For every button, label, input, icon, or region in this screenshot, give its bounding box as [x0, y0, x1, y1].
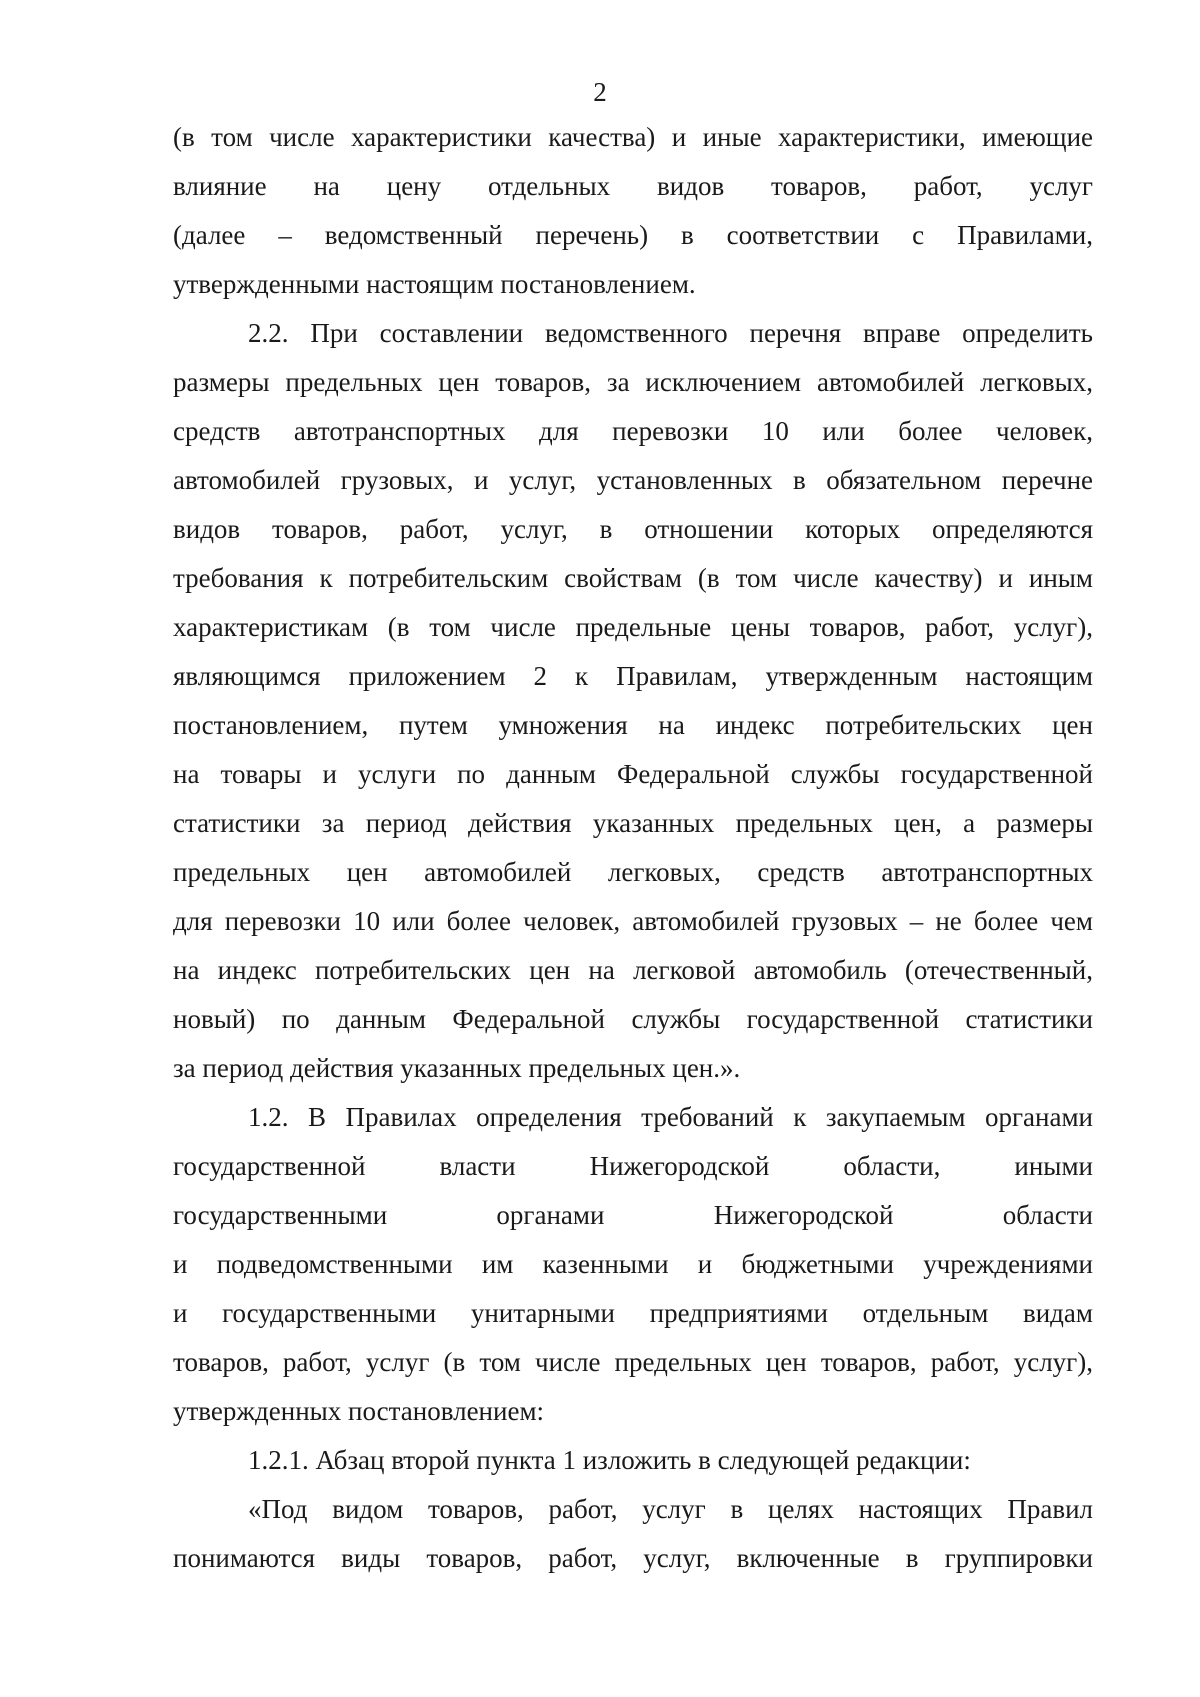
text-line: (далее – ведомственный перечень) в соответствии с Правилами,	[173, 220, 1093, 250]
text-line: (в том числе характеристики качества) и иные характеристики, имеющие	[173, 122, 1093, 152]
page-number: 2	[593, 77, 607, 107]
paragraph-1	[173, 113, 1093, 309]
text-line: статистики за период действия указанных предельных цен, а размеры	[173, 808, 1093, 838]
paragraph-5	[173, 1485, 1093, 1583]
text-line: 1.2. В Правилах определения требований к закупаемым органами	[248, 1102, 1093, 1132]
text-line: 1.2.1. Абзац второй пункта 1 изложить в следующей редакции:	[248, 1445, 971, 1475]
text-line: понимаются виды товаров, работ, услуг, включенные в группировки	[173, 1543, 1093, 1573]
text-line: средств автотранспортных для перевозки 10 или более человек,	[173, 416, 1093, 446]
text-line: видов товаров, работ, услуг, в отношении которых определяются	[173, 514, 1093, 544]
text-line: постановлением, путем умножения на индекс потребительских цен	[173, 710, 1093, 740]
document-body	[173, 113, 1093, 1583]
text-line: государственными органами Нижегородской области	[173, 1200, 1093, 1230]
text-line: для перевозки 10 или более человек, автомобилей грузовых – не более чем	[173, 906, 1093, 936]
paragraph-3	[173, 1093, 1093, 1436]
text-line: на товары и услуги по данным Федеральной службы государственной	[173, 759, 1093, 789]
text-line: за период действия указанных предельных цен.».	[173, 1053, 741, 1083]
text-line: автомобилей грузовых, и услуг, установленных в обязательном перечне	[173, 465, 1093, 495]
text-line: являющимся приложением 2 к Правилам, утвержденным настоящим	[173, 661, 1093, 691]
paragraph-2	[173, 309, 1093, 1093]
text-line: утвержденными настоящим постановлением.	[173, 269, 696, 299]
text-line: товаров, работ, услуг (в том числе предельных цен товаров, работ, услуг),	[173, 1347, 1093, 1377]
text-line: размеры предельных цен товаров, за исключением автомобилей легковых,	[173, 367, 1093, 397]
text-line: «Под видом товаров, работ, услуг в целях настоящих Правил	[248, 1494, 1093, 1524]
text-line: влияние на цену отдельных видов товаров, работ, услуг	[173, 171, 1093, 201]
text-line: и подведомственными им казенными и бюджетными учреждениями	[173, 1249, 1093, 1279]
text-line: государственной власти Нижегородской области, иными	[173, 1151, 1093, 1181]
text-line: характеристикам (в том числе предельные цены товаров, работ, услуг),	[173, 612, 1093, 642]
paragraph-4	[173, 1436, 1093, 1485]
text-line: предельных цен автомобилей легковых, средств автотранспортных	[173, 857, 1093, 887]
text-line: и государственными унитарными предприятиями отдельным видам	[173, 1298, 1093, 1328]
text-line: утвержденных постановлением:	[173, 1396, 545, 1426]
text-line: новый) по данным Федеральной службы государственной статистики	[173, 1004, 1093, 1034]
text-line: требования к потребительским свойствам (в том числе качеству) и иным	[173, 563, 1093, 593]
text-line: на индекс потребительских цен на легковой автомобиль (отечественный,	[173, 955, 1093, 985]
text-line: 2.2. При составлении ведомственного перечня вправе определить	[248, 318, 1093, 348]
